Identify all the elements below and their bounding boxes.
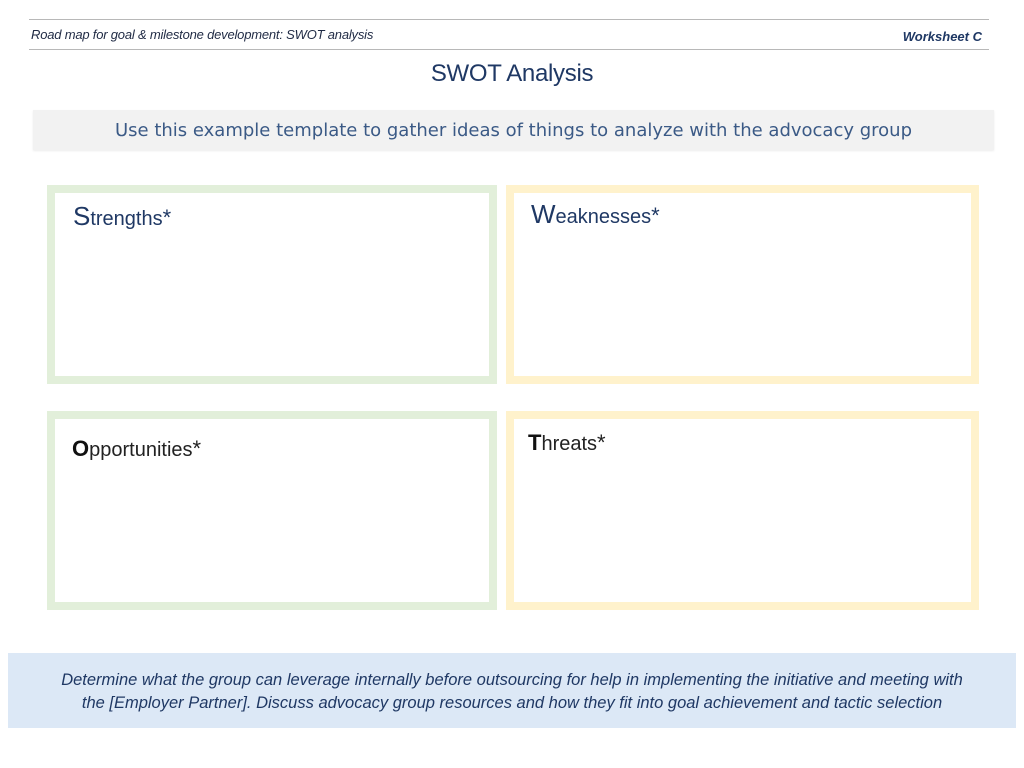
header-subtitle: Road map for goal & milestone development: SWOT analysis: [31, 27, 374, 42]
strengths-initial: S: [73, 201, 91, 231]
opportunities-asterisk: *: [192, 436, 202, 461]
header-rule-top: [29, 19, 989, 20]
strengths-rest: trengths: [90, 208, 163, 230]
strengths-asterisk: *: [162, 205, 172, 230]
weaknesses-rest: eaknesses: [555, 206, 652, 228]
footer-line-2: the [Employer Partner]. Discuss advocacy group resources and how they fit into goal achievement and tactic selection: [81, 694, 943, 712]
weaknesses-asterisk: *: [651, 203, 660, 228]
strengths-box[interactable]: [47, 185, 497, 384]
opportunities-rest: pportunities: [89, 439, 193, 461]
threats-asterisk: *: [597, 430, 606, 455]
footer-line-1: Determine what the group can leverage internally before outsourcing for help in implementing the initiative and meeting with: [61, 671, 963, 689]
weaknesses-box[interactable]: [506, 185, 979, 384]
threats-initial: T: [528, 430, 542, 455]
weaknesses-title: [531, 199, 660, 230]
header-rule-bottom: [29, 49, 989, 50]
strengths-title: [73, 201, 171, 232]
opportunities-title: [72, 436, 201, 462]
opportunities-initial: O: [72, 436, 90, 461]
threats-box[interactable]: [506, 411, 979, 610]
page-title: SWOT Analysis: [430, 60, 594, 87]
instruction-banner: Use this example template to gather ideas of things to analyze with the advocacy group: [33, 110, 994, 150]
threats-title: [528, 430, 606, 456]
worksheet-label: Worksheet C: [902, 29, 982, 44]
weaknesses-initial: W: [531, 199, 556, 229]
footer-note: [8, 653, 1016, 728]
opportunities-box[interactable]: [47, 411, 497, 610]
threats-rest: hreats: [541, 433, 598, 455]
